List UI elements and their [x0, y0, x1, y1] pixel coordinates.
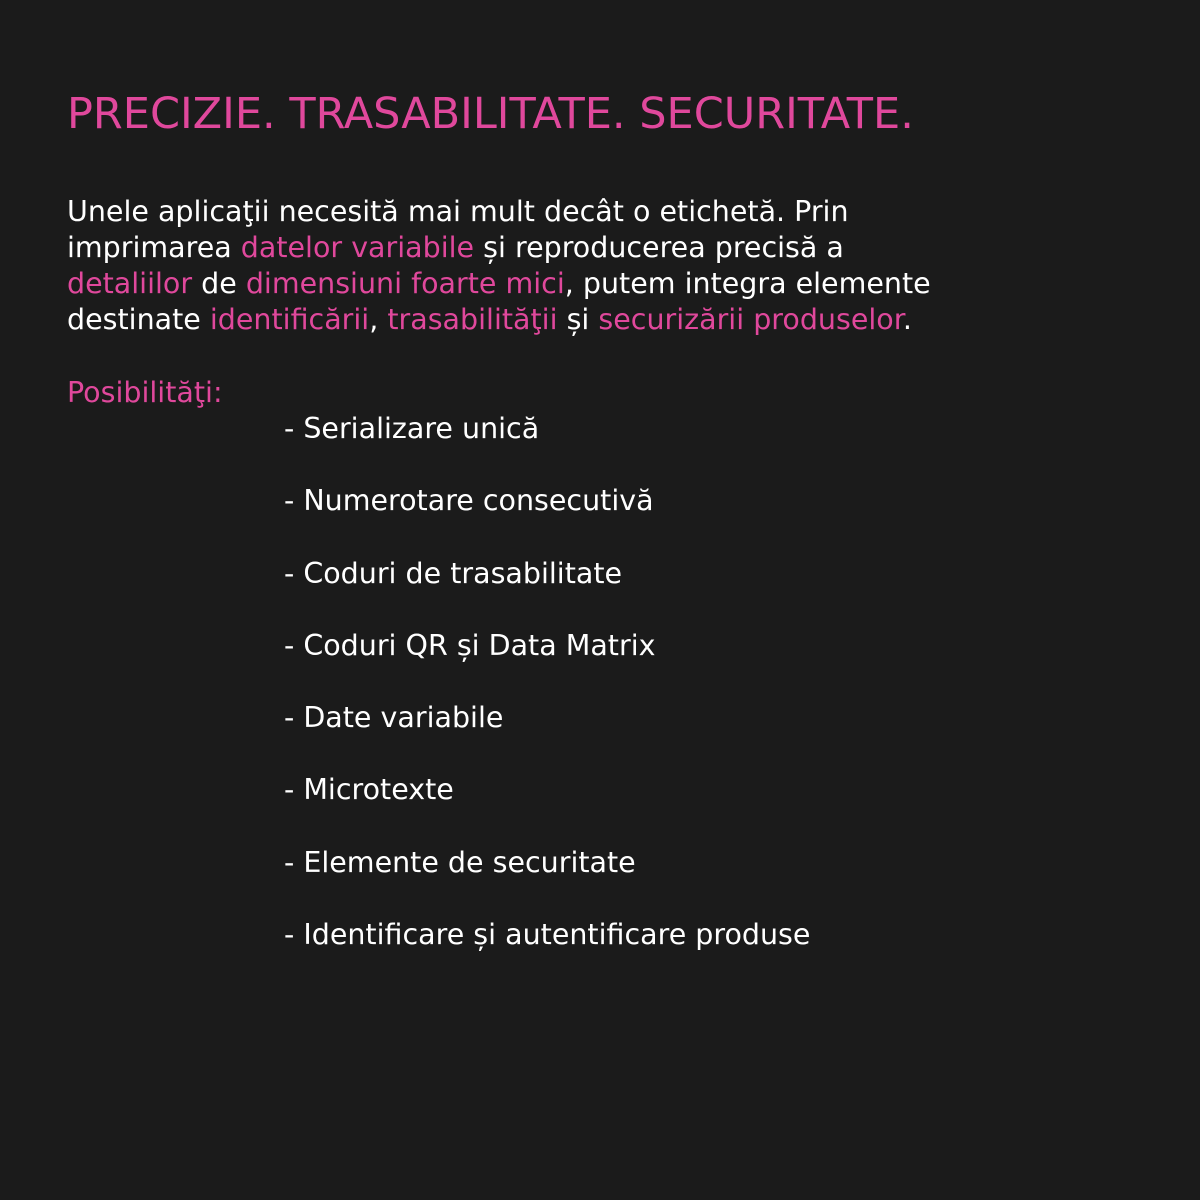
- list-item: - Elemente de securitate: [284, 845, 636, 879]
- body-text: imprimarea: [67, 231, 241, 264]
- body-text: .: [902, 303, 912, 336]
- intro-line: [67, 302, 1147, 338]
- intro-line: [67, 194, 1147, 230]
- body-text: , putem integra elemente: [564, 267, 931, 300]
- highlighted-text: securizării produselor: [598, 303, 903, 336]
- body-text: Unele aplicaţii necesită mai mult decât o etichetă. Prin: [67, 195, 849, 228]
- list-item: - Coduri de trasabilitate: [284, 556, 623, 590]
- highlighted-text: detaliilor: [67, 267, 193, 300]
- body-text: și: [557, 303, 599, 336]
- document-page: [67, 0, 1167, 1200]
- highlighted-text: dimensiuni foarte mici: [245, 267, 565, 300]
- highlighted-text: datelor variabile: [240, 231, 475, 264]
- intro-paragraph: [67, 194, 1147, 338]
- list-item: - Numerotare consecutivă: [284, 484, 654, 518]
- body-text: de: [192, 267, 246, 300]
- list-item: - Identificare și autentificare produse: [284, 918, 811, 952]
- list-item: - Coduri QR și Data Matrix: [284, 628, 656, 662]
- list-item: - Microtexte: [284, 773, 454, 807]
- highlighted-text: trasabilităţii: [387, 303, 558, 336]
- body-text: și reproducerea precisă a: [474, 231, 844, 264]
- body-text: ,: [369, 303, 388, 336]
- page-title: PRECIZIE. TRASABILITATE. SECURITATE.: [67, 89, 914, 139]
- possibilities-list: [284, 411, 810, 989]
- list-item: - Date variabile: [284, 701, 504, 735]
- body-text: destinate: [67, 303, 210, 336]
- possibilities-label: Posibilităţi:: [67, 376, 223, 409]
- intro-line: [67, 266, 1147, 302]
- intro-line: [67, 230, 1147, 266]
- highlighted-text: identificării: [209, 303, 370, 336]
- list-item: - Serializare unică: [284, 412, 540, 445]
